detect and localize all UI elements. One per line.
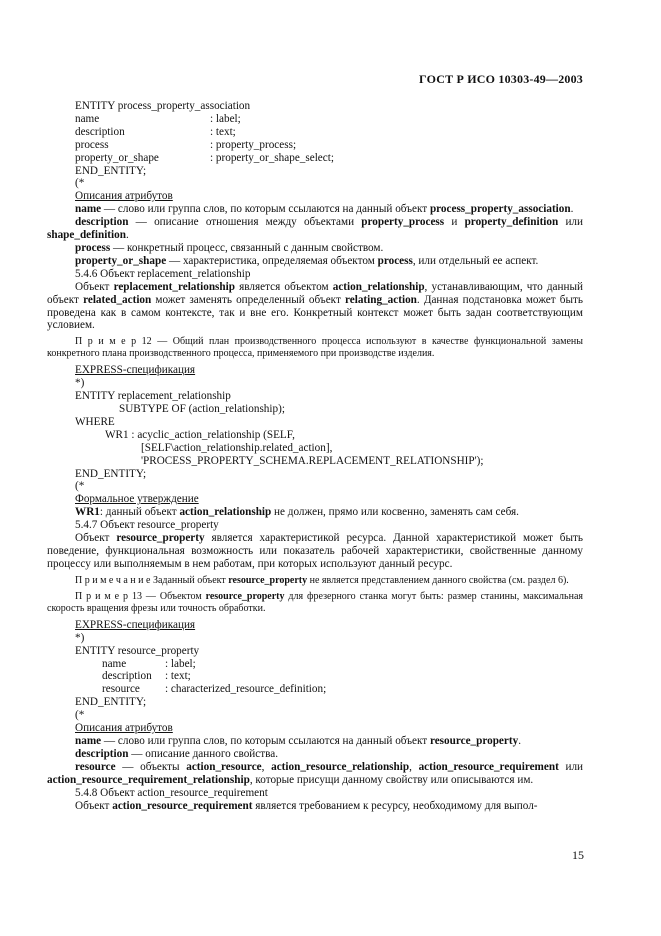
conjunction: и xyxy=(444,216,465,229)
object-name: replacement_relationship xyxy=(113,280,235,293)
object-name: shape_definition xyxy=(47,229,126,242)
formal-proposition-wr1 xyxy=(47,506,583,519)
attribute-name: name xyxy=(102,657,127,670)
keyword: description xyxy=(75,216,129,229)
description-text: — описание отношения между объектами xyxy=(128,216,362,229)
paragraph-text: не должен, прямо или косвенно, заменять сам себя. xyxy=(271,506,519,519)
attribute-description-name xyxy=(47,203,583,216)
object-name: resource_property xyxy=(116,532,205,545)
attribute-type: : property_process; xyxy=(210,138,297,151)
attribute-description-resource xyxy=(47,761,583,787)
description-text: , или отдельный ее аспект. xyxy=(412,254,539,267)
attribute-description-description xyxy=(47,748,583,761)
attribute-descriptions-heading: Описания атрибутов xyxy=(75,722,173,735)
comment-close: *) xyxy=(75,377,85,390)
attribute-row xyxy=(47,113,583,126)
attribute-row xyxy=(47,683,583,696)
attribute-description-property-or-shape xyxy=(47,255,583,268)
attribute-row xyxy=(47,658,583,671)
object-name: action_resource xyxy=(186,760,262,773)
paragraph-text: : данный объект xyxy=(99,506,180,519)
punctuation: . xyxy=(518,734,521,747)
attribute-name: name xyxy=(75,112,100,125)
example-13 xyxy=(47,591,583,615)
keyword: process xyxy=(75,241,111,254)
comment-open: (* xyxy=(75,177,85,190)
attribute-descriptions-heading: Описания атрибутов xyxy=(75,190,173,203)
object-name: relating_action xyxy=(345,293,417,306)
attribute-name: description xyxy=(75,125,125,138)
end-entity: END_ENTITY; xyxy=(75,696,147,709)
paragraph-text: является требованием к ресурсу, необходимому для выпол- xyxy=(252,799,538,812)
description-text: , которые присущи данному свойству или описываются им. xyxy=(249,773,534,786)
attribute-type: : label; xyxy=(165,657,196,670)
entity-declaration: ENTITY replacement_relationship xyxy=(75,390,231,403)
where-rule: WR1 : acyclic_action_relationship (SELF, xyxy=(105,428,295,441)
paragraph-text: Объект xyxy=(75,799,113,812)
keyword: property_or_shape xyxy=(75,254,167,267)
attribute-type: : property_or_shape_select; xyxy=(210,151,334,164)
conjunction: или xyxy=(558,216,584,229)
paragraph-text: Объект xyxy=(75,280,114,293)
object-name: action_relationship xyxy=(179,506,272,519)
attribute-name: description xyxy=(102,670,152,683)
attribute-description-description xyxy=(47,216,583,242)
description-text: — конкретный процесс, связанный с данным свойством. xyxy=(110,241,384,254)
note-text: не является представлением данного свойства (см. раздел 6). xyxy=(307,574,569,586)
description-text: — описание данного свойства. xyxy=(128,747,279,760)
example-text: П р и м е р 13 — Объектом xyxy=(75,590,206,602)
object-name: action_resource_requirement_relationship xyxy=(47,773,250,786)
section-heading-5-4-7: 5.4.7 Объект resource_property xyxy=(75,519,219,532)
attribute-description-process xyxy=(47,242,583,255)
description-text: — объекты xyxy=(115,760,187,773)
conjunction: или xyxy=(558,760,584,773)
description-text: — характеристика, определяемая объектом xyxy=(166,254,378,267)
attribute-description-name xyxy=(47,735,583,748)
punctuation: , xyxy=(261,760,272,773)
object-name: property_definition xyxy=(464,216,559,229)
example-12: П р и м е р 12 — Общий план производственного процесса используют в качестве функциональной замены конкретного плана производственного процесса, применяемого при производстве изделия. xyxy=(47,336,583,360)
punctuation: , xyxy=(409,760,419,773)
section-heading-5-4-6: 5.4.6 Объект replacement_relationship xyxy=(75,267,251,280)
where-clause: WHERE xyxy=(75,415,115,428)
entity-declaration: ENTITY resource_property xyxy=(75,644,200,657)
section-paragraph xyxy=(47,281,583,333)
paragraph-text: является характеристикой ресурса. Данной характеристикой может быть поведение, функциональная возможность или показатель рабочей характеристики, свойственные данному процессу или выполняемым в нем работам, при которых используют данный ресурс. xyxy=(47,532,583,570)
paragraph-text: . Данная подстановка может быть проведена как в самом контексте, так и вне его. Конкретный контекст может быть задан соответствующим условием. xyxy=(47,293,584,332)
page-number: 15 xyxy=(572,848,584,862)
comment-close: *) xyxy=(75,631,85,644)
attribute-row xyxy=(47,139,583,152)
section-paragraph xyxy=(47,800,583,813)
object-name: process xyxy=(377,254,413,267)
object-name: resource_property xyxy=(429,734,519,747)
example-text: для фрезерного станка могут быть: размер станины, максимальная скорость вращения фрезы или точность обработки. xyxy=(47,590,583,614)
object-name: action_relationship xyxy=(332,280,425,293)
attribute-name: process xyxy=(75,138,109,151)
keyword: name xyxy=(75,734,102,747)
note-text: П р и м е ч а н и е Заданный объект xyxy=(75,574,229,586)
attribute-type: : characterized_resource_definition; xyxy=(165,683,327,696)
entity-declaration: ENTITY process_property_association xyxy=(75,100,251,112)
object-name: related_action xyxy=(83,293,152,306)
attribute-row xyxy=(47,152,583,165)
standard-header: ГОСТ Р ИСО 10303-49—2003 xyxy=(419,72,583,86)
subtype-clause: SUBTYPE OF (action_relationship); xyxy=(119,403,285,416)
description-text: — слово или группа слов, по которым ссылаются на данный объект xyxy=(101,203,430,216)
attribute-type: : text; xyxy=(210,125,236,138)
object-name: property_process xyxy=(361,216,445,229)
end-entity: END_ENTITY; xyxy=(75,467,147,480)
rule-label: WR1 xyxy=(75,506,100,519)
paragraph-text: является объектом xyxy=(234,280,333,293)
attribute-name: resource xyxy=(102,683,140,696)
attribute-type: : text; xyxy=(165,670,191,683)
paragraph-text: может заменять определенный объект xyxy=(151,293,345,306)
keyword: name xyxy=(75,203,102,216)
comment-open: (* xyxy=(75,709,85,722)
page-content xyxy=(47,100,583,812)
keyword: resource xyxy=(75,760,116,773)
description-text: — слово или группа слов, по которым ссылаются на данный объект xyxy=(101,734,430,747)
comment-open: (* xyxy=(75,480,85,493)
attribute-row xyxy=(47,126,583,139)
section-heading-5-4-8: 5.4.8 Объект action_resource_requirement xyxy=(75,786,268,799)
punctuation: . xyxy=(125,229,129,242)
punctuation: . xyxy=(570,203,574,216)
attribute-name: property_or_shape xyxy=(75,151,159,164)
end-entity: END_ENTITY; xyxy=(75,164,147,177)
express-spec-heading: EXPRESS-спецификация xyxy=(75,618,196,631)
object-name: resource_property xyxy=(228,574,308,586)
paragraph-text: Объект xyxy=(75,532,117,545)
keyword: description xyxy=(75,747,129,760)
object-name: action_resource_requirement xyxy=(112,799,253,812)
object-name: process_property_association xyxy=(429,203,571,216)
attribute-row xyxy=(47,670,583,683)
attribute-type: : label; xyxy=(210,112,241,125)
express-spec-heading: EXPRESS-спецификация xyxy=(75,364,196,377)
object-name: action_resource_relationship xyxy=(271,760,410,773)
object-name: resource_property xyxy=(205,590,285,602)
note xyxy=(47,575,583,587)
where-rule-continuation: [SELF\action_relationship.related_action], xyxy=(141,441,333,454)
where-rule-continuation: 'PROCESS_PROPERTY_SCHEMA.REPLACEMENT_RELATIONSHIP'); xyxy=(141,454,484,467)
formal-propositions-heading: Формальное утверждение xyxy=(75,493,199,506)
section-paragraph xyxy=(47,532,583,571)
object-name: action_resource_requirement xyxy=(418,760,559,773)
paragraph-text: , устанавливающим, что данный объект xyxy=(47,280,584,306)
